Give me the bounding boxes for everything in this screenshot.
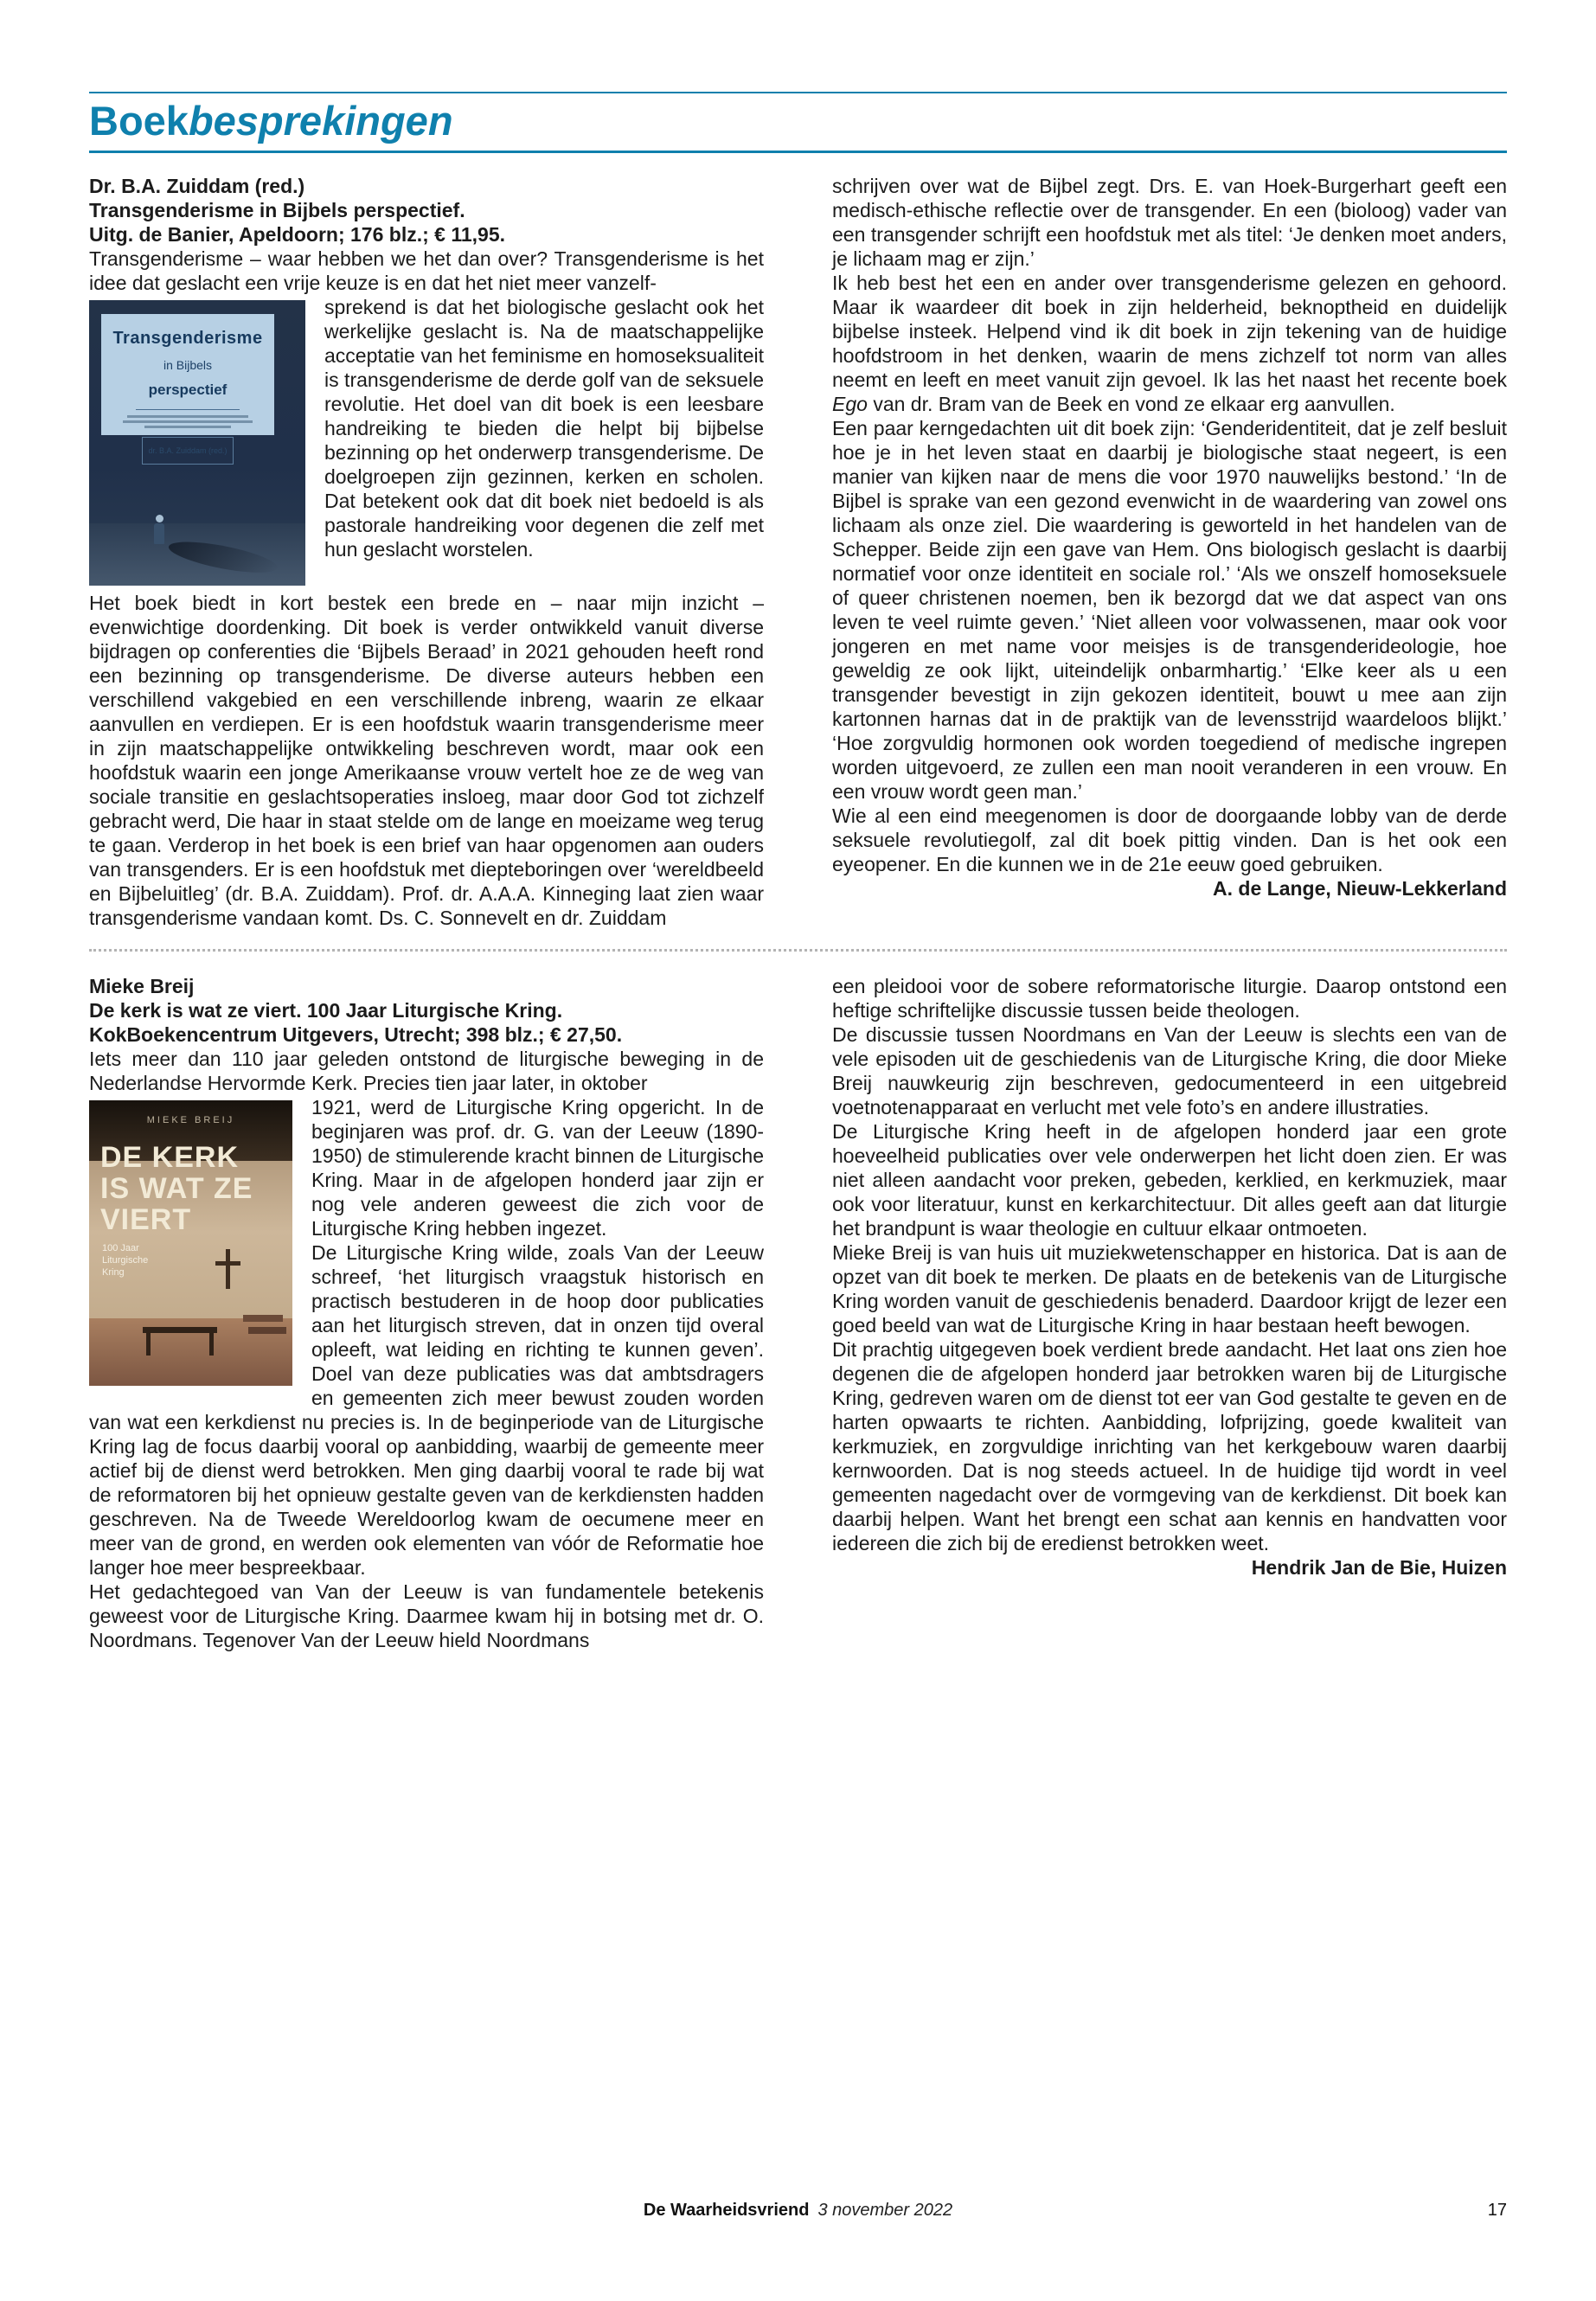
page-title xyxy=(89,99,1507,143)
review1-column-left xyxy=(89,174,764,930)
book-cover-de-kerk xyxy=(89,1100,292,1386)
review1-col2-paragraph-1: schrijven over wat de Bijbel zegt. Drs. E. van Hoek-Burgerhart geeft een medisch-ethische reflectie over de transgender. En een (bioloog) vader van een transgender schrijft een hoofdstuk met als titel: ‘Je denken moet anders, je lichaam mag er zijn.’ xyxy=(832,175,1507,270)
cover2-subtitle-line2: Liturgische xyxy=(102,1255,149,1266)
book-cover-transgenderisme xyxy=(89,300,305,586)
cover1-title: Transgenderisme xyxy=(112,329,263,348)
footer-magazine-name: De Waarheidsvriend xyxy=(643,2201,810,2220)
cover1-person-head xyxy=(156,515,163,522)
cover2-cross-icon xyxy=(215,1261,240,1266)
review2-col2-paragraph-3: De Liturgische Kring heeft in de afgelopen honderd jaar een grote hoeveelheid publicaties over vele onderwerpen het licht doen zien. Er was niet alleen aandacht voor preken, gebeden, kerklied, en kerkmuziek, maar ook voor literatuur, kunst en kerkarchitectuur. Dit alles geeft aan dat liturgie het brandpunt is waar theologie en cultuur elkaar ontmoeten. xyxy=(832,1120,1507,1240)
cover1-byline: dr. B.A. Zuiddam (red.) xyxy=(142,437,233,465)
review1-col2-paragraph-2 xyxy=(832,271,1507,416)
review2-author: Mieke Breij xyxy=(89,975,195,997)
cover2-title-line3: VIERT xyxy=(100,1203,192,1236)
review2-intro-paragraph: Iets meer dan 110 jaar geleden ontstond de liturgische beweging in de Nederlandse Hervormde Kerk. Precies tien jaar later, in oktober xyxy=(89,1048,764,1094)
review2-signature: Hendrik Jan de Bie, Huizen xyxy=(1251,1556,1507,1579)
cover1-divider xyxy=(136,409,240,410)
cover2-title-line1: DE KERK xyxy=(100,1141,240,1174)
review1-paragraph-beside-cover: sprekend is dat het biologische geslacht ook het werkelijke geslacht is. Na de maatschappelijke acceptatie van het feminisme en homoseksualiteit is transgenderisme de derde golf van de seksuele revolutie. Het doel van dit boek is een leesbare handreiking te bieden die helpt bij bijbelse bezinning op het onderwerp transgenderisme. De doelgroepen zijn gezinnen, kerken en scholen. Dat betekent ook dat dit boek niet bedoeld is als pastorale handreiking voor degenen die zelf met hun geslacht worstelen. xyxy=(324,296,764,561)
review2-paragraph-3: Het gedachtegoed van Van der Leeuw is van fundamentele betekenis geweest voor de Liturgische Kring. Daarmee kwam hij in botsing met dr. O. Noordmans. Tegenover Van der Leeuw hield Noordmans xyxy=(89,1580,764,1651)
review1-signature: A. de Lange, Nieuw-Lekkerland xyxy=(1213,877,1507,900)
review2-col2-paragraph-1: een pleidooi voor de sobere reformatorische liturgie. Daarop ontstond een heftige schriftelijke discussie tussen beide theologen. xyxy=(832,975,1507,1022)
review2-column-left xyxy=(89,974,764,1652)
review1-intro-paragraph: Transgenderisme – waar hebben we het dan over? Transgenderisme is het idee dat geslacht een vrije keuze is en dat het niet meer vanzelf- xyxy=(89,247,764,294)
cover2-subtitle xyxy=(102,1242,148,1279)
cover2-title-line2: IS WAT ZE xyxy=(100,1172,253,1205)
review2-column-right xyxy=(832,974,1507,1580)
cover2-title xyxy=(100,1142,253,1235)
review1-wrap-zone xyxy=(89,295,764,930)
cover2-subtitle-line1: 100 Jaar xyxy=(102,1243,139,1253)
section-divider xyxy=(89,949,1507,952)
cover2-cross-icon xyxy=(226,1249,230,1289)
cover2-bench xyxy=(243,1315,283,1322)
cover1-person-body xyxy=(154,523,164,544)
review2-publisher: KokBoekencentrum Uitgevers, Utrecht; 398 blz.; € 27,50. xyxy=(89,1023,623,1046)
review-de-kerk-is-wat-ze-viert xyxy=(89,974,1507,1652)
review2-columns xyxy=(89,974,1507,1652)
page-title-bold: Boek xyxy=(89,98,189,144)
footer-date: 3 november 2022 xyxy=(817,2201,953,2220)
cover1-smalltext-bar xyxy=(144,426,231,428)
review2-col2-paragraph-5: Dit prachtig uitgegeven boek verdient brede aandacht. Het laat ons zien hoe degenen die de afgelopen honderd jaar betrokken waren bij de Liturgische Kring, gedreven waren om de dienst tot eer van God gestalte te geven en de harten opwaarts te richten. Aanbidding, lofprijzing, goede kwaliteit van kerkmuziek, en zorgvuldige inrichting van het kerkgebouw waren daarbij kernwoorden. Dat is nog steeds actueel. In de huidige tijd wordt in veel gemeenten nagedacht over de vormgeving van de kerkdienst. Dit boek kan daarbij helpen. Want het brengt een schat aan kennis en handvatten voor iedereen die zich bij de eredienst betrokken weet. xyxy=(832,1338,1507,1554)
page-content xyxy=(89,92,1507,1652)
cover2-author: MIEKE BREIJ xyxy=(146,1115,235,1125)
review1-columns xyxy=(89,174,1507,930)
page-title-italic: besprekingen xyxy=(188,98,453,144)
review1-publisher: Uitg. de Banier, Apeldoorn; 176 blz.; € 11,95. xyxy=(89,223,506,246)
cover2-altar-table xyxy=(143,1327,217,1333)
review-transgenderisme xyxy=(89,174,1507,930)
review1-col2-paragraph-4: Wie al een eind meegenomen is door de doorgaande lobby van de derde seksuele revolutiegolf, zal dit boek pittig vinden. Dan is het ook een eyeopener. En die kunnen we in de 21e eeuw goed gebruiken. xyxy=(832,804,1507,875)
review1-col2-p2-book-title: Ego xyxy=(832,393,868,415)
review1-book-title: Transgenderisme in Bijbels perspectief. xyxy=(89,199,465,221)
review1-column-right xyxy=(832,174,1507,901)
cover1-book-panel xyxy=(101,314,274,455)
footer-page-number: 17 xyxy=(1487,2201,1507,2220)
cover1-smalltext-bar xyxy=(127,415,248,418)
cover2-subtitle-line3: Kring xyxy=(102,1267,125,1278)
review2-col2-paragraph-4: Mieke Breij is van huis uit muziekwetenschapper en historica. Dat is aan de opzet van dit boek te merken. De plaats en de betekenis van de Liturgische Kring worden vanuit de geschiedenis benaderd. Daardoor krijgt de lezer een goed beeld van wat de Liturgische Kring in haar bestaan heeft bewogen. xyxy=(832,1241,1507,1336)
review1-col2-p2-after: van dr. Bram van de Beek en vond ze elkaar erg aanvullen. xyxy=(873,393,1395,415)
cover2-altar-leg xyxy=(209,1333,214,1356)
cover1-person-figure xyxy=(153,515,165,546)
review2-book-title: De kerk is wat ze viert. 100 Jaar Liturgische Kring. xyxy=(89,999,563,1022)
cover1-subtitle1: in Bijbels xyxy=(163,358,213,372)
cover1-smalltext-bar xyxy=(123,420,253,423)
review1-col2-p2-before: Ik heb best het een en ander over transgenderisme gelezen en gehoord. Maar ik waardeer dit boek in zijn helderheid, beknoptheid en duidelijk bijbelse insteek. Helpend vind ik dit boek in zijn tekening van de huidige hoofdstroom in het denken, waarin de mens zichzelf tot norm van alles neemt en leeft en meet vanuit zijn gevoel. Ik las het naast het recente boek xyxy=(832,272,1507,391)
cover2-altar-leg xyxy=(146,1333,151,1356)
review1-col2-paragraph-3: Een paar kerngedachten uit dit boek zijn: ‘Genderidentiteit, dat je zelf besluit hoe je in het leven staat en daarbij je biologische staat negeert, is een manier van kijken naar de mens die voor 1970 nauwelijks bestond.’ ‘In de Bijbel is sprake van een gezond evenwicht in de waardering van zowel ons lichaam als onze ziel. Die waardering is geworteld in het handelen van de Schepper. Beide zijn een gave van Hem. Ons biologisch geslacht is daarbij normatief voor onze identiteit en sociale rol.’ ‘Als we onszelf homoseksuele of queer christenen noemen, ben ik bezorgd dat we dat aspect van ons leven te veel ruimte geven.’ ‘Niet alleen voor volwassenen, maar ook voor jongeren en met name voor meisjes is de transgenderideologie, hoe geweldig ze ook lijkt, uiteindelijk onbarmhartig.’ ‘Elke keer als u een transgender bevestigt in zijn gekozen identiteit, bouwt u mee aan zijn kartonnen harnas dat in de praktijk van de levensstrijd waardeloos blijkt.’ ‘Hoe zorgvuldig hormonen ook worden toegediend of medische ingrepen worden uitgevoerd, ze zullen een man nooit veranderen in een vrouw. En een vrouw wordt geen man.’ xyxy=(832,417,1507,803)
review2-col2-paragraph-2: De discussie tussen Noordmans en Van der Leeuw is slechts een van de vele episoden uit de geschiedenis van de Liturgische Kring, die door Mieke Breij nauwkeurig zijn beschreven, gedocumenteerd in een uitgebreid voetnotenapparaat en verlucht met vele foto’s en andere illustraties. xyxy=(832,1023,1507,1118)
header-top-rule xyxy=(89,92,1507,93)
review2-paragraph-beside-cover-1: 1921, werd de Liturgische Kring opgericht. In de beginjaren was prof. dr. G. van der Leeuw (1890-1950) de stimulerende kracht binnen de Liturgische Kring. Maar in de afgelopen honderd jaar zijn er nog vele anderen geweest die zich voor de Liturgische Kring hebben ingezet. xyxy=(311,1096,764,1240)
header-bottom-rule xyxy=(89,151,1507,153)
review1-paragraph-2: Het boek biedt in kort bestek een brede en – naar mijn inzicht – evenwichtige doordenking. Dit boek is verder ontwikkeld vanuit diverse bijdragen op conferenties die ‘Bijbels Beraad’ in 2021 gehouden heeft rond een bezinning op transgenderisme. De diverse auteurs hebben een verschillend vakgebied en een verschillende inbreng, waarin ze elkaar aanvullen en verdiepen. Er is een hoofdstuk waarin transgenderisme meer in zijn maatschappelijke ontwikkeling beschreven wordt, maar ook een hoofdstuk waarin een jonge Amerikaanse vrouw vertelt hoe ze de weg van sociale transitie en geslachtsoperaties insloeg, maar door God tot zichzelf gebracht werd, Die haar in staat stelde om de lange en moeizame weg terug te gaan. Verderop in het boek is een brief van haar opgenomen aan ouders van transgenders. Er is een hoofdstuk met diepteboringen over ‘wereldbeeld en Bijbeluitleg’ (dr. B.A. Zuiddam). Prof. dr. A.A.A. Kinneging laat zien waar transgenderisme vandaan komt. Ds. C. Sonnevelt en dr. Zuiddam xyxy=(89,592,764,929)
review1-author: Dr. B.A. Zuiddam (red.) xyxy=(89,175,305,197)
page-footer xyxy=(89,2201,1507,2221)
footer-center-group xyxy=(89,2201,1507,2221)
review2-paragraph-beside-cover-2: De Liturgische Kring wilde, zoals Van der Leeuw schreef, ‘het liturgisch vraagstuk historisch en practisch bestuderen in de hoop door publicaties aan het liturgisch streven, dat in onzen tijd overal opleeft, wat leiding en richting te kunnen geven’. Doel van deze publicaties was dat ambtsdragers en gemeenten zich meer bewust zouden worden van wat een kerkdienst nu precies is. In de beginperiode van de Liturgische Kring lag de focus daarbij vooral op aanbidding, waarbij de gemeente meer actief bij de dienst werd betrokken. Men ging daarbij vooral te rade bij wat de reformatoren bij het opnieuw gestalte geven van de kerkdiensten hadden geschreven. Na de Tweede Wereldoorlog kwam de oecumene meer en meer van de grond, en werden ook elementen van vóór de Reformatie hoe langer hoe meer bespreekbaar. xyxy=(89,1241,764,1579)
cover2-bench xyxy=(248,1327,286,1334)
cover1-subtitle2: perspectief xyxy=(148,381,228,398)
page-header xyxy=(89,92,1507,153)
review2-wrap-zone xyxy=(89,1095,764,1652)
